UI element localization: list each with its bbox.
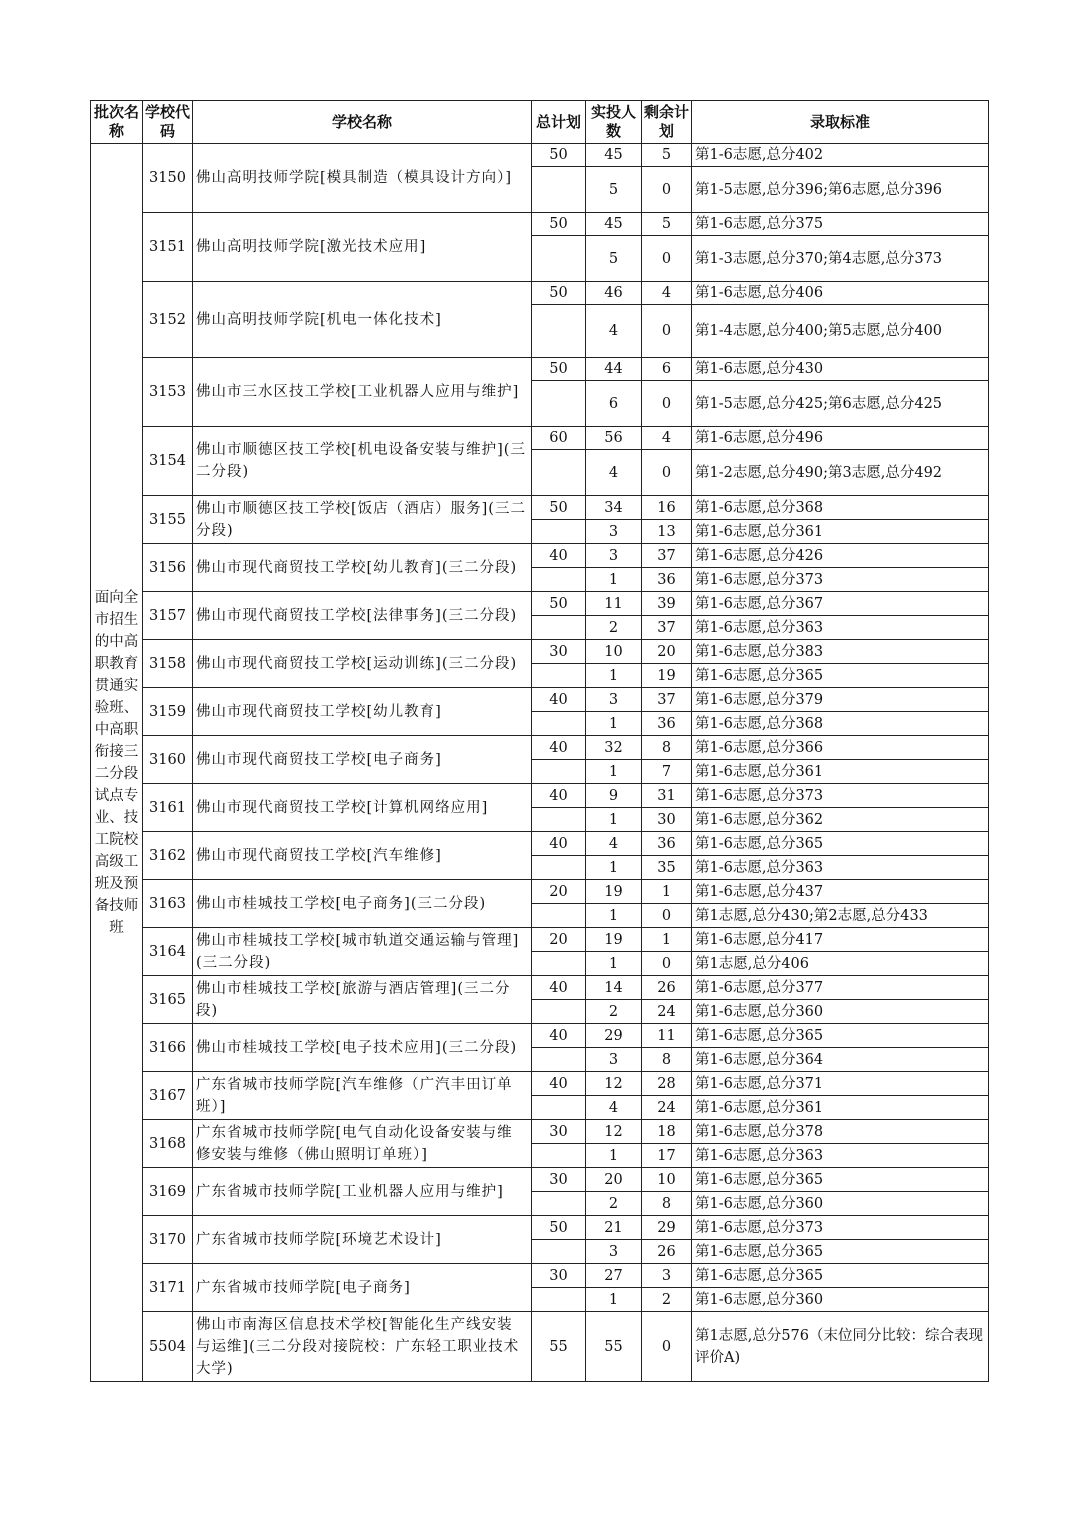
table-row (91, 496, 989, 520)
remaining-plan: 29 (642, 1216, 692, 1240)
header-code: 学校代码 (143, 101, 193, 144)
remaining-plan: 17 (642, 1144, 692, 1168)
remaining-plan: 35 (642, 856, 692, 880)
remaining-plan: 37 (642, 544, 692, 568)
total-plan: 50 (532, 496, 586, 520)
total-plan-empty (532, 760, 586, 784)
admission-standard: 第1-6志愿,总分365 (692, 1168, 989, 1192)
actual-count: 12 (586, 1072, 642, 1096)
admission-standard: 第1-6志愿,总分365 (692, 1024, 989, 1048)
actual-count: 1 (586, 664, 642, 688)
remaining-plan: 24 (642, 1096, 692, 1120)
remaining-plan: 13 (642, 520, 692, 544)
table-row (91, 1168, 989, 1192)
admission-standard: 第1-6志愿,总分363 (692, 856, 989, 880)
admission-standard: 第1-6志愿,总分365 (692, 1240, 989, 1264)
admission-standard: 第1-6志愿,总分360 (692, 1192, 989, 1216)
remaining-plan: 26 (642, 976, 692, 1000)
admission-standard: 第1-6志愿,总分383 (692, 640, 989, 664)
admission-standard: 第1-4志愿,总分400;第5志愿,总分400 (692, 305, 989, 358)
total-plan: 60 (532, 427, 586, 450)
admission-standard: 第1-6志愿,总分437 (692, 880, 989, 904)
actual-count: 3 (586, 688, 642, 712)
admission-standard: 第1志愿,总分430;第2志愿,总分433 (692, 904, 989, 928)
school-name: 佛山市现代商贸技工学校[幼儿教育](三二分段) (193, 544, 532, 592)
actual-count: 9 (586, 784, 642, 808)
total-plan: 50 (532, 592, 586, 616)
table-row (91, 1264, 989, 1288)
admission-standard: 第1-6志愿,总分365 (692, 664, 989, 688)
table-row (91, 592, 989, 616)
admission-standard: 第1-3志愿,总分370;第4志愿,总分373 (692, 236, 989, 282)
actual-count: 5 (586, 167, 642, 213)
remaining-plan: 0 (642, 381, 692, 427)
admission-standard: 第1-5志愿,总分425;第6志愿,总分425 (692, 381, 989, 427)
actual-count: 1 (586, 952, 642, 976)
total-plan-empty (532, 1096, 586, 1120)
remaining-plan: 7 (642, 760, 692, 784)
total-plan: 40 (532, 736, 586, 760)
total-plan-empty (532, 381, 586, 427)
admission-standard: 第1-6志愿,总分368 (692, 712, 989, 736)
total-plan-empty (532, 167, 586, 213)
actual-count: 46 (586, 282, 642, 305)
actual-count: 34 (586, 496, 642, 520)
total-plan-empty (532, 952, 586, 976)
admission-standard: 第1-6志愿,总分363 (692, 1144, 989, 1168)
table-row (91, 1024, 989, 1048)
total-plan-empty (532, 1240, 586, 1264)
total-plan-empty (532, 450, 586, 496)
admission-standard: 第1-6志愿,总分365 (692, 832, 989, 856)
actual-count: 4 (586, 832, 642, 856)
school-code: 3163 (143, 880, 193, 928)
remaining-plan: 6 (642, 358, 692, 381)
table-row (91, 688, 989, 712)
admission-standard: 第1-6志愿,总分375 (692, 213, 989, 236)
total-plan-empty (532, 1000, 586, 1024)
actual-count: 27 (586, 1264, 642, 1288)
table-row (91, 640, 989, 664)
actual-count: 1 (586, 808, 642, 832)
table-row (91, 976, 989, 1000)
actual-count: 1 (586, 1144, 642, 1168)
actual-count: 3 (586, 520, 642, 544)
school-code: 3168 (143, 1120, 193, 1168)
actual-count: 55 (586, 1312, 642, 1382)
admission-standard: 第1-6志愿,总分426 (692, 544, 989, 568)
school-name: 广东省城市技师学院[电子商务] (193, 1264, 532, 1312)
school-code: 3154 (143, 427, 193, 496)
total-plan: 40 (532, 544, 586, 568)
school-name: 广东省城市技师学院[工业机器人应用与维护] (193, 1168, 532, 1216)
total-plan: 40 (532, 1024, 586, 1048)
school-name: 佛山市顺德区技工学校[机电设备安装与维护](三二分段) (193, 427, 532, 496)
admission-standard: 第1-6志愿,总分371 (692, 1072, 989, 1096)
total-plan: 30 (532, 1168, 586, 1192)
total-plan: 40 (532, 1072, 586, 1096)
school-code: 3167 (143, 1072, 193, 1120)
header-standard: 录取标准 (692, 101, 989, 144)
total-plan: 40 (532, 688, 586, 712)
school-name: 佛山市三水区技工学校[工业机器人应用与维护] (193, 358, 532, 427)
remaining-plan: 0 (642, 305, 692, 358)
total-plan-empty (532, 664, 586, 688)
school-name: 佛山市桂城技工学校[旅游与酒店管理](三二分段) (193, 976, 532, 1024)
admission-standard: 第1-6志愿,总分367 (692, 592, 989, 616)
actual-count: 20 (586, 1168, 642, 1192)
total-plan-empty (532, 856, 586, 880)
actual-count: 2 (586, 1192, 642, 1216)
admission-standard: 第1-6志愿,总分360 (692, 1000, 989, 1024)
actual-count: 5 (586, 236, 642, 282)
remaining-plan: 8 (642, 1192, 692, 1216)
remaining-plan: 36 (642, 568, 692, 592)
actual-count: 45 (586, 213, 642, 236)
school-code: 3153 (143, 358, 193, 427)
actual-count: 56 (586, 427, 642, 450)
school-name: 佛山市现代商贸技工学校[运动训练](三二分段) (193, 640, 532, 688)
school-name: 佛山市现代商贸技工学校[汽车维修] (193, 832, 532, 880)
school-name: 佛山市桂城技工学校[电子商务](三二分段) (193, 880, 532, 928)
admission-standard: 第1-6志愿,总分378 (692, 1120, 989, 1144)
admission-standard: 第1-6志愿,总分365 (692, 1264, 989, 1288)
actual-count: 4 (586, 450, 642, 496)
admission-standard: 第1志愿,总分406 (692, 952, 989, 976)
actual-count: 6 (586, 381, 642, 427)
school-code: 3166 (143, 1024, 193, 1072)
total-plan: 20 (532, 880, 586, 904)
remaining-plan: 3 (642, 1264, 692, 1288)
total-plan-empty (532, 616, 586, 640)
school-name: 佛山市顺德区技工学校[饭店（酒店）服务](三二分段) (193, 496, 532, 544)
table-row (91, 736, 989, 760)
actual-count: 1 (586, 760, 642, 784)
actual-count: 45 (586, 144, 642, 167)
actual-count: 2 (586, 616, 642, 640)
admission-standard: 第1-6志愿,总分373 (692, 568, 989, 592)
header-row (91, 101, 989, 144)
actual-count: 29 (586, 1024, 642, 1048)
actual-count: 19 (586, 880, 642, 904)
table-row (91, 1216, 989, 1240)
actual-count: 12 (586, 1120, 642, 1144)
admission-standard: 第1-6志愿,总分406 (692, 282, 989, 305)
remaining-plan: 5 (642, 213, 692, 236)
total-plan-empty (532, 568, 586, 592)
remaining-plan: 36 (642, 832, 692, 856)
header-plan: 总计划 (532, 101, 586, 144)
school-code: 3155 (143, 496, 193, 544)
remaining-plan: 0 (642, 450, 692, 496)
total-plan: 40 (532, 832, 586, 856)
total-plan: 30 (532, 1264, 586, 1288)
actual-count: 1 (586, 712, 642, 736)
total-plan: 30 (532, 640, 586, 664)
remaining-plan: 0 (642, 952, 692, 976)
remaining-plan: 36 (642, 712, 692, 736)
remaining-plan: 1 (642, 928, 692, 952)
school-name: 佛山市现代商贸技工学校[幼儿教育] (193, 688, 532, 736)
total-plan: 50 (532, 213, 586, 236)
remaining-plan: 8 (642, 736, 692, 760)
table-body (91, 144, 989, 1382)
header-school: 学校名称 (193, 101, 532, 144)
admission-standard: 第1-6志愿,总分373 (692, 1216, 989, 1240)
school-code: 3157 (143, 592, 193, 640)
total-plan: 30 (532, 1120, 586, 1144)
school-name: 广东省城市技师学院[电气自动化设备安装与维修安装与维修（佛山照明订单班）] (193, 1120, 532, 1168)
actual-count: 3 (586, 1048, 642, 1072)
actual-count: 4 (586, 1096, 642, 1120)
admission-standard: 第1-6志愿,总分363 (692, 616, 989, 640)
school-code: 3170 (143, 1216, 193, 1264)
remaining-plan: 0 (642, 1312, 692, 1382)
admission-standard: 第1-6志愿,总分361 (692, 760, 989, 784)
admission-standard: 第1-6志愿,总分402 (692, 144, 989, 167)
admission-standard: 第1-6志愿,总分364 (692, 1048, 989, 1072)
header-batch: 批次名称 (91, 101, 143, 144)
school-name: 佛山市现代商贸技工学校[计算机网络应用] (193, 784, 532, 832)
admission-standard: 第1-6志愿,总分360 (692, 1288, 989, 1312)
remaining-plan: 26 (642, 1240, 692, 1264)
total-plan: 40 (532, 976, 586, 1000)
actual-count: 1 (586, 1288, 642, 1312)
table-row (91, 144, 989, 167)
actual-count: 32 (586, 736, 642, 760)
remaining-plan: 10 (642, 1168, 692, 1192)
total-plan: 40 (532, 784, 586, 808)
admission-standard: 第1-6志愿,总分361 (692, 520, 989, 544)
admission-standard: 第1-5志愿,总分396;第6志愿,总分396 (692, 167, 989, 213)
school-name: 佛山市现代商贸技工学校[法律事务](三二分段) (193, 592, 532, 640)
admission-standard: 第1-2志愿,总分490;第3志愿,总分492 (692, 450, 989, 496)
admission-standard: 第1志愿,总分576（末位同分比较：综合表现评价A) (692, 1312, 989, 1382)
school-code: 3150 (143, 144, 193, 213)
total-plan-empty (532, 520, 586, 544)
school-name: 佛山高明技师学院[机电一体化技术] (193, 282, 532, 358)
total-plan-empty (532, 1288, 586, 1312)
total-plan-empty (532, 904, 586, 928)
admission-standard: 第1-6志愿,总分366 (692, 736, 989, 760)
table-row (91, 880, 989, 904)
school-name: 佛山高明技师学院[模具制造（模具设计方向）] (193, 144, 532, 213)
remaining-plan: 20 (642, 640, 692, 664)
total-plan-empty (532, 712, 586, 736)
remaining-plan: 24 (642, 1000, 692, 1024)
actual-count: 3 (586, 1240, 642, 1264)
total-plan-empty (532, 1144, 586, 1168)
admission-standard: 第1-6志愿,总分377 (692, 976, 989, 1000)
table-row (91, 928, 989, 952)
school-code: 3160 (143, 736, 193, 784)
actual-count: 4 (586, 305, 642, 358)
admission-standard: 第1-6志愿,总分379 (692, 688, 989, 712)
admission-standard: 第1-6志愿,总分368 (692, 496, 989, 520)
admission-standard: 第1-6志愿,总分496 (692, 427, 989, 450)
remaining-plan: 30 (642, 808, 692, 832)
actual-count: 10 (586, 640, 642, 664)
actual-count: 21 (586, 1216, 642, 1240)
remaining-plan: 0 (642, 904, 692, 928)
remaining-plan: 11 (642, 1024, 692, 1048)
school-name: 佛山市桂城技工学校[电子技术应用](三二分段) (193, 1024, 532, 1072)
table-row (91, 358, 989, 381)
school-code: 3151 (143, 213, 193, 282)
table-row (91, 213, 989, 236)
remaining-plan: 0 (642, 167, 692, 213)
table-row (91, 1072, 989, 1096)
total-plan-empty (532, 1048, 586, 1072)
remaining-plan: 4 (642, 282, 692, 305)
total-plan-empty (532, 305, 586, 358)
actual-count: 1 (586, 904, 642, 928)
actual-count: 11 (586, 592, 642, 616)
table-row (91, 832, 989, 856)
table-row (91, 282, 989, 305)
school-code: 3165 (143, 976, 193, 1024)
header-actual: 实投人数 (586, 101, 642, 144)
school-code: 3152 (143, 282, 193, 358)
school-name: 佛山市南海区信息技术学校[智能化生产线安装与运维](三二分段对接院校：广东轻工职业技术大学) (193, 1312, 532, 1382)
school-name: 佛山高明技师学院[激光技术应用] (193, 213, 532, 282)
total-plan: 55 (532, 1312, 586, 1382)
remaining-plan: 0 (642, 236, 692, 282)
remaining-plan: 4 (642, 427, 692, 450)
school-code: 3156 (143, 544, 193, 592)
actual-count: 14 (586, 976, 642, 1000)
actual-count: 3 (586, 544, 642, 568)
school-code: 3162 (143, 832, 193, 880)
school-code: 3169 (143, 1168, 193, 1216)
total-plan-empty (532, 236, 586, 282)
total-plan-empty (532, 1192, 586, 1216)
admission-standard: 第1-6志愿,总分417 (692, 928, 989, 952)
remaining-plan: 18 (642, 1120, 692, 1144)
remaining-plan: 16 (642, 496, 692, 520)
table-row (91, 784, 989, 808)
admission-standard: 第1-6志愿,总分373 (692, 784, 989, 808)
total-plan: 50 (532, 282, 586, 305)
school-code: 5504 (143, 1312, 193, 1382)
remaining-plan: 8 (642, 1048, 692, 1072)
school-code: 3164 (143, 928, 193, 976)
actual-count: 19 (586, 928, 642, 952)
header-remain: 剩余计划 (642, 101, 692, 144)
remaining-plan: 39 (642, 592, 692, 616)
school-name: 广东省城市技师学院[汽车维修（广汽丰田订单班）] (193, 1072, 532, 1120)
table-row (91, 427, 989, 450)
admission-table (90, 100, 989, 1382)
actual-count: 1 (586, 856, 642, 880)
school-code: 3161 (143, 784, 193, 832)
actual-count: 44 (586, 358, 642, 381)
admission-standard: 第1-6志愿,总分362 (692, 808, 989, 832)
table-row (91, 544, 989, 568)
total-plan-empty (532, 808, 586, 832)
total-plan: 50 (532, 358, 586, 381)
total-plan: 50 (532, 144, 586, 167)
school-code: 3159 (143, 688, 193, 736)
remaining-plan: 19 (642, 664, 692, 688)
total-plan: 20 (532, 928, 586, 952)
remaining-plan: 5 (642, 144, 692, 167)
batch-name: 面向全市招生的中高职教育贯通实验班、中高职衔接三二分段试点专业、技工院校高级工班及预备技师班 (91, 144, 143, 1382)
school-name: 广东省城市技师学院[环境艺术设计] (193, 1216, 532, 1264)
admission-standard: 第1-6志愿,总分361 (692, 1096, 989, 1120)
remaining-plan: 2 (642, 1288, 692, 1312)
actual-count: 2 (586, 1000, 642, 1024)
actual-count: 1 (586, 568, 642, 592)
table-row (91, 1312, 989, 1382)
remaining-plan: 31 (642, 784, 692, 808)
admission-standard: 第1-6志愿,总分430 (692, 358, 989, 381)
remaining-plan: 28 (642, 1072, 692, 1096)
remaining-plan: 37 (642, 616, 692, 640)
school-code: 3158 (143, 640, 193, 688)
remaining-plan: 37 (642, 688, 692, 712)
table-row (91, 1120, 989, 1144)
school-code: 3171 (143, 1264, 193, 1312)
total-plan: 50 (532, 1216, 586, 1240)
school-name: 佛山市现代商贸技工学校[电子商务] (193, 736, 532, 784)
school-name: 佛山市桂城技工学校[城市轨道交通运输与管理](三二分段) (193, 928, 532, 976)
remaining-plan: 1 (642, 880, 692, 904)
